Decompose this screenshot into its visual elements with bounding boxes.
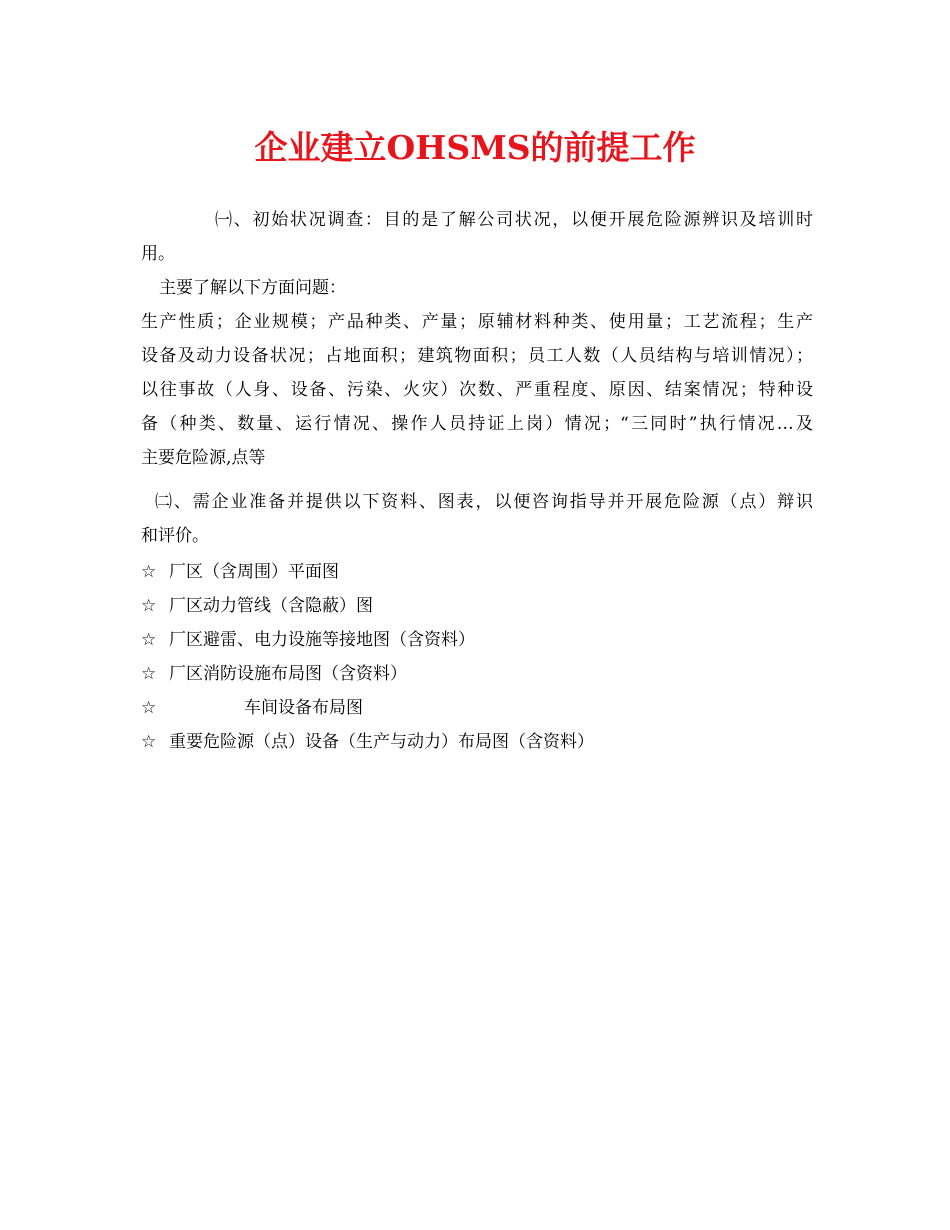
list-item: [141, 725, 813, 759]
list-item: [141, 589, 813, 623]
star-icon: ☆: [141, 630, 157, 650]
document-title: 企业建立OHSMS的前提工作: [254, 128, 696, 167]
list-item-text: 厂区避雷、电力设施等接地图（含资料）: [169, 630, 475, 650]
materials-list: [141, 555, 813, 759]
section-1-line-4: 生产性质；企业规模；产品种类、产量；原辅材料种类、使用量；工艺流程；生产: [141, 312, 813, 332]
list-item-text: 重要危险源（点）设备（生产与动力）布局图（含资料）: [169, 732, 594, 752]
star-icon: ☆: [141, 732, 157, 752]
list-item-text: 厂区动力管线（含隐蔽）图: [169, 596, 373, 616]
section-1-line-5: 设备及动力设备状况；占地面积；建筑物面积；员工人数（人员结构与培训情况）；: [141, 346, 813, 366]
list-item: [141, 657, 813, 691]
list-item: [141, 691, 813, 725]
section-1-line-3: 主要了解以下方面问题：: [159, 278, 346, 298]
section-1-line-6: 以往事故（人身、设备、污染、火灾）次数、严重程度、原因、结案情况；特种设: [141, 380, 813, 400]
star-icon: ☆: [141, 698, 157, 718]
section-1-line-1: ㈠、初始状况调查：目的是了解公司状况，以便开展危险源辨识及培训时: [215, 210, 813, 230]
star-icon: ☆: [141, 596, 157, 616]
list-item-text: 厂区（含周围）平面图: [169, 562, 339, 582]
list-item: [141, 555, 813, 589]
section-1: [141, 203, 813, 475]
section-1-line-8: 主要危险源,点等: [141, 448, 266, 468]
section-1-line-2: 用。: [141, 244, 175, 264]
section-1-line-7: 备（种类、数量、运行情况、操作人员持证上岗）情况；“三同时”执行情况…及: [141, 414, 813, 434]
section-2-line-1: ㈡、需企业准备并提供以下资料、图表，以便咨询指导并开展危险源（点）辩识: [155, 492, 813, 512]
section-2: [141, 485, 813, 553]
list-item: [141, 623, 813, 657]
list-item-text: 厂区消防设施布局图（含资料）: [169, 664, 407, 684]
star-icon: ☆: [141, 562, 157, 582]
section-2-line-2: 和评价。: [141, 526, 209, 546]
star-icon: ☆: [141, 664, 157, 684]
list-item-text: 车间设备布局图: [244, 698, 363, 718]
